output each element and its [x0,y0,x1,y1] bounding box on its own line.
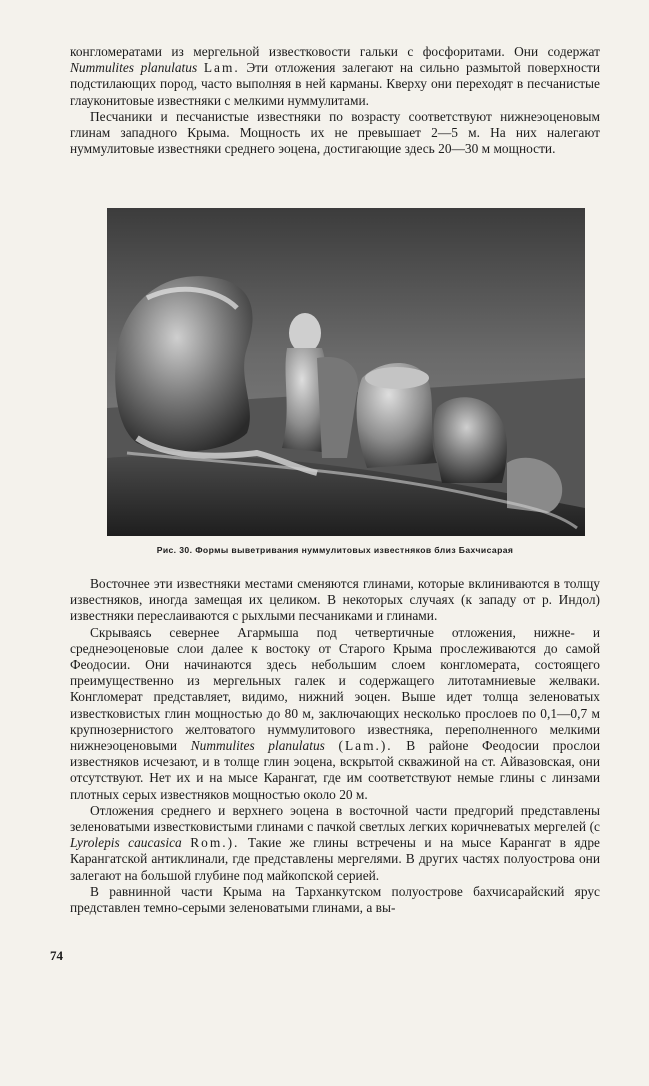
paragraph-1-text-b: Эти отложения залегают на сильно размытой поверхности подстилающих пород, часто выполняя в ней карманы. Кверху они переходят в песчанистые глауконитовые известняки с мелкими нуммулитами. [70,60,600,108]
page-number: 74 [50,948,63,963]
paragraph-1-text-a: конгломератами из мергельной известковости гальки с фосфоритами. Они содержат [70,44,600,59]
paragraph-4 [70,625,600,803]
paragraph-1 [70,44,600,109]
species-name: Nummulites planulatus [70,60,198,76]
species-author: (Lam.). [338,738,393,754]
species-name: Nummulites planulatus [190,738,325,754]
paragraph-5 [70,803,600,884]
figure-caption: Рис. 30. Формы выветривания нуммулитовых известняков близ Бахчисарая [156,545,514,555]
species-author: Rom.). [190,835,240,851]
paragraph-5-text-b: Такие же глины встречены и на мысе Карангат в ядре Карангатской антиклинали, где представлены мергелями. В других частях полуострова они залегают на большой глубине под майкопской серией. [70,835,600,883]
paragraph-4-text-a: Скрываясь севернее Агармыша под четвертичные отложения, нижне- и среднеэоценовые слои далее к востоку от Старого Крыма прослеживаются до самой Феодосии. Они начинаются здесь небольшим слоем конгломерата, состоящего преимущественно из мергельных галек и содержащего литотамниевые желваки. Конгломерат представляет, видимо, нижний эоцен. Выше идет толща зеленоватых известковистых глин мощностью до 80 м, заключающих несколько прослоев по 0,1—0,7 м крупнозернистого желтоватого нуммулитового известняка, переполненного мелкими нижнеэоценовыми [70,624,600,754]
paragraph-5-text-a: Отложения среднего и верхнего эоцена в восточной части предгорий представлены зеленоватыми известковистыми глинами с пачкой светлых легких коричневатых мергелей (с [70,802,600,835]
paragraph-4-text-b: В районе Феодосии прослои известняков исчезают, и в толще глин эоцена, вскрытой скважиной на ст. Айвазовская, они отсутствуют. Нет их и на мысе Карангат, где им соответствуют немые глины с линзами плотных серых известняков мощностью около 20 м. [70,738,600,802]
paragraph-3: Восточнее эти известняки местами сменяются глинами, которые вклиниваются в толщу известняков, иногда замещая их целиком. В некоторых случаях (к западу от р. Индол) известняки переслаиваются с рыхлыми песчаниками и глинами. [70,576,600,624]
figure-photo [107,208,585,536]
species-author: Lam. [203,60,240,76]
text-block-bottom [70,576,600,916]
species-name: Lyrolepis caucasica [70,835,182,851]
paragraph-6: В равнинной части Крыма на Тарханкутском полуострове бахчисарайский ярус представлен темно-серыми зеленоватыми глинами, а вы- [70,883,600,916]
paragraph-2: Песчаники и песчанистые известняки по возрасту соответствуют нижнеэоценовым глинам западного Крыма. Мощность их не превышает 2—5 м. На них налегают нуммулитовые известняки среднего эоцена, достигающие здесь 20—30 м мощности. [70,108,600,157]
text-block-top [70,44,600,157]
